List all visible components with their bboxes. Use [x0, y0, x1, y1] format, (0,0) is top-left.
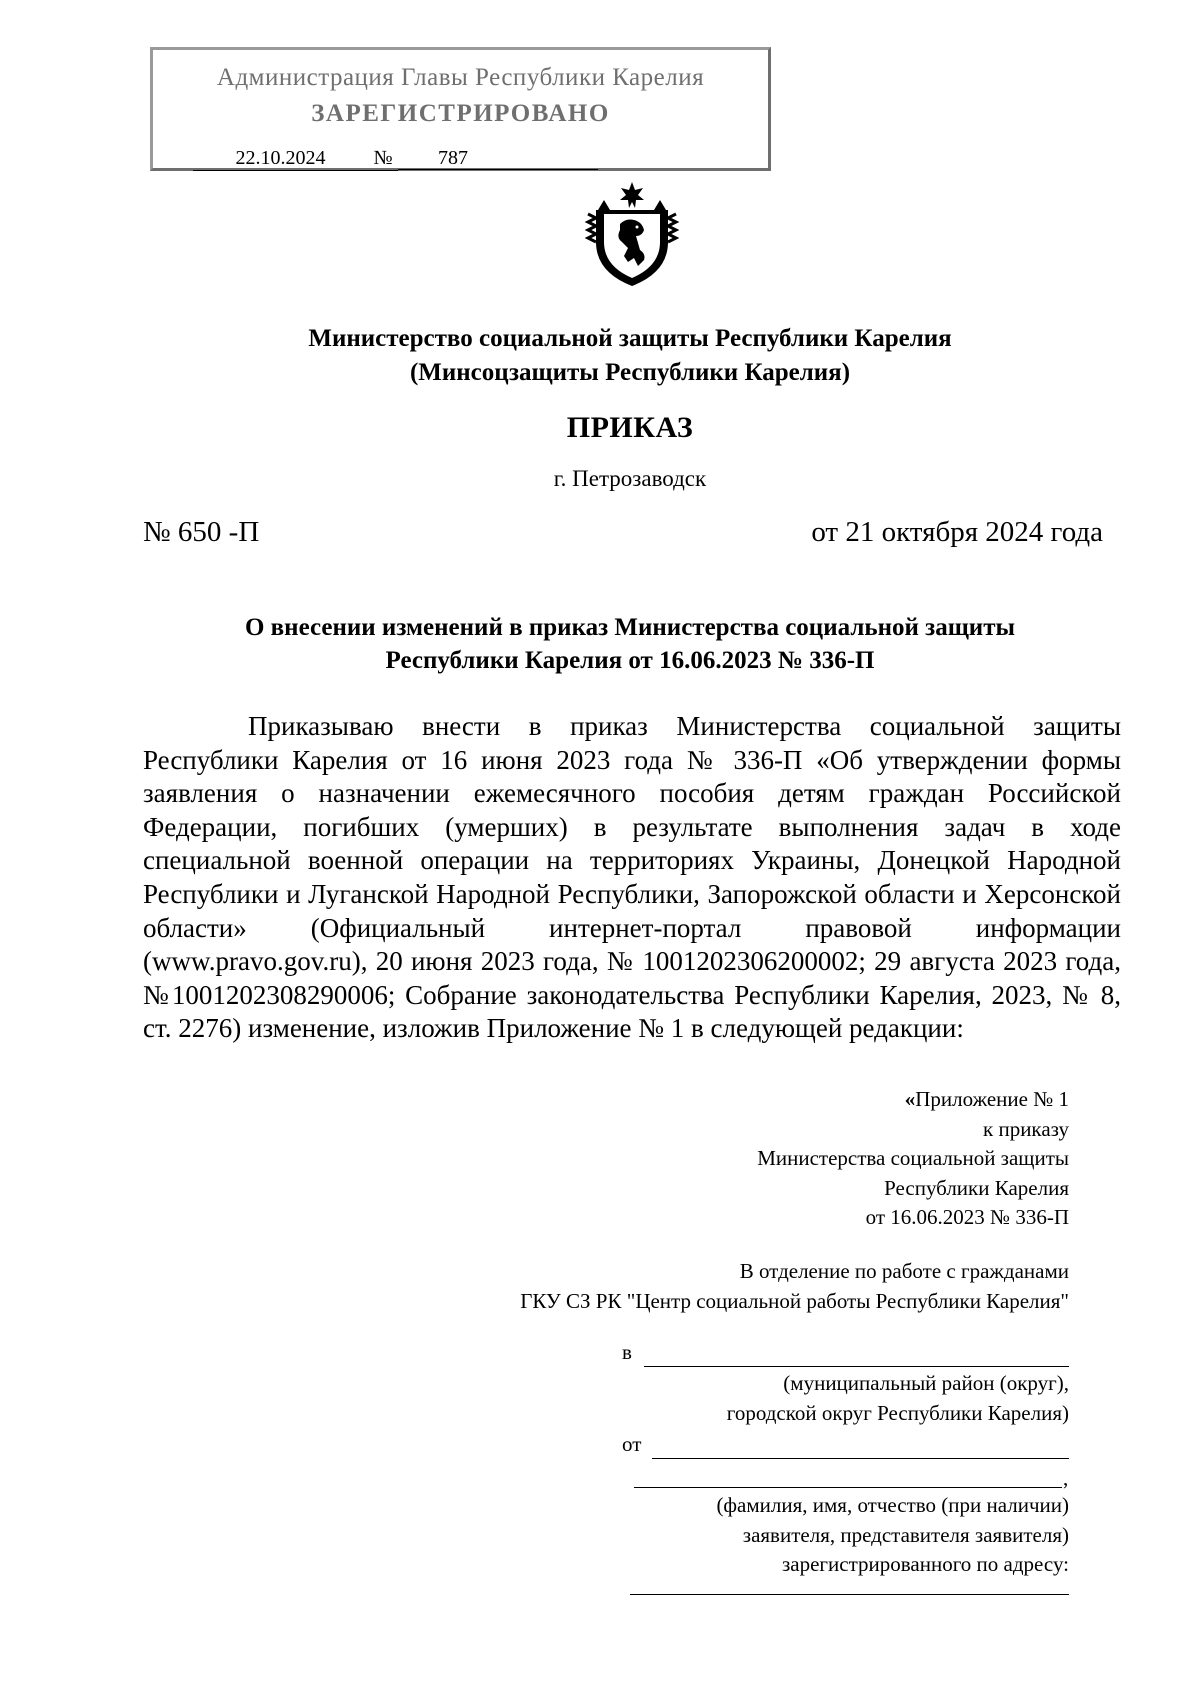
address-field[interactable] [630, 1594, 1069, 1595]
stamp-date: 22.10.2024 [193, 146, 368, 171]
order-paragraph: Приказываю внести в приказ Министерства социальной защиты Республики Карелия от 16 июня 2023 года № 336-П «Об утверждении формы заявления о назначении ежемесячного пособия детям граждан Российской Федерации, погибших (умерших) в результате выполнения задач в ходе специальной военной операции на территориях Украины, Донецкой Народной Республики и Луганской Народной Республики, Запорожской области и Херсонской области» (Официальный интернет-портал правовой информации (www.pravo.gov.ru), 20 июня 2023 года, № 1001202306200002; 29 августа 2023 года, №1001202308290006; Собрание законодательства Республики Карелия, 2023, № 8, ст. 2276) изменение, изложив Приложение № 1 в следующей редакции: [143, 711, 1121, 1044]
registration-stamp [150, 47, 771, 171]
document-type: ПРИКАЗ [566, 411, 694, 444]
name-hint-line-1: (фамилия, имя, отчество (при наличии) [716, 1493, 1069, 1517]
comma: , [1063, 1466, 1069, 1490]
ministry-name: Министерство социальной защиты Республики Карелия [308, 325, 952, 352]
document-subject [0, 611, 1200, 677]
district-hint-line-2: городской округ Республики Карелия) [726, 1400, 1069, 1425]
annex-line-2: к приказу [983, 1116, 1069, 1141]
name-hint-line-2: заявителя, представителя заявителя) [742, 1522, 1069, 1547]
name-hint [716, 1491, 1069, 1580]
stamp-status: ЗАРЕГИСТРИРОВАНО [311, 100, 610, 127]
annex-line-5: от 16.06.2023 № 336-П [865, 1205, 1069, 1229]
order-number: № 650 -П [143, 516, 260, 548]
addressee-line-2: ГКУ СЗ РК "Центр социальной работы Республики Карелия" [520, 1288, 1069, 1313]
ministry-name-block [0, 322, 1200, 390]
addressee-block [520, 1257, 1069, 1316]
order-date: от 21 октября 2024 года [811, 516, 1103, 548]
district-hint-line-1: (муниципальный район (округ), [783, 1371, 1069, 1395]
annex-title: Приложение № 1 [915, 1087, 1069, 1111]
address-hint: зарегистрированного по адресу: [782, 1552, 1069, 1576]
from-label: от [622, 1432, 642, 1456]
annex-line-3: Министерства социальной защиты [757, 1146, 1069, 1170]
city: г. Петрозаводск [553, 466, 707, 491]
karelia-emblem-icon [582, 180, 682, 288]
quote-mark: « [904, 1087, 916, 1111]
annex-line-4: Республики Карелия [884, 1175, 1069, 1200]
applicant-name-field-2[interactable] [634, 1487, 1062, 1488]
annex-header [757, 1085, 1069, 1233]
ministry-short-name: (Минсоцзащиты Республики Карелия) [409, 359, 851, 386]
subject-line-1: О внесении изменений в приказ Министерства социальной защиты [244, 614, 1016, 641]
applicant-name-field[interactable] [652, 1458, 1069, 1459]
stamp-number: 787 [398, 146, 598, 170]
district-hint [727, 1369, 1069, 1428]
stamp-organization: Администрация Главы Республики Карелия [216, 64, 705, 91]
district-field[interactable] [644, 1366, 1069, 1367]
stamp-number-label: № [368, 146, 398, 171]
addressee-line-1: В отделение по работе с гражданами [739, 1259, 1069, 1283]
in-label: в [622, 1340, 632, 1364]
subject-line-2: Республики Карелия от 16.06.2023 № 336-П [385, 647, 875, 674]
order-body [143, 710, 1121, 1046]
